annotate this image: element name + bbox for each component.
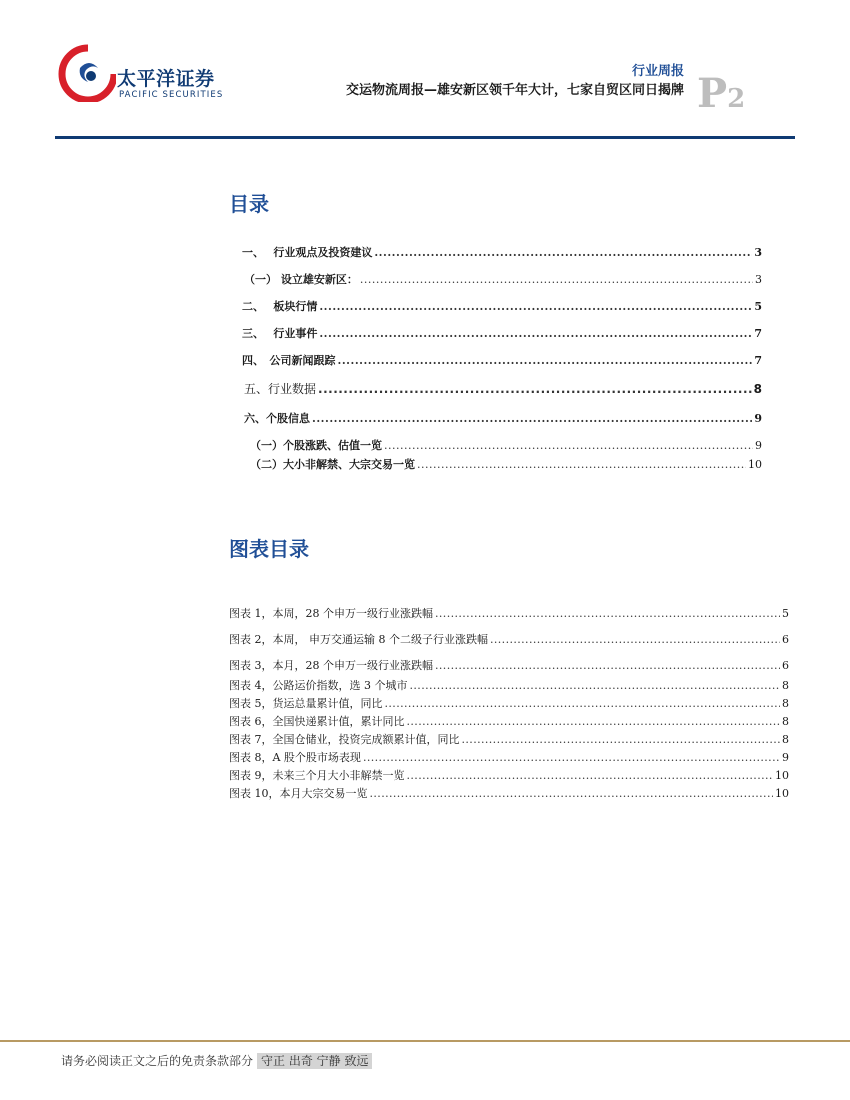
figure-item[interactable]	[229, 654, 789, 671]
leader-dots	[407, 716, 781, 727]
report-type: 行业周报	[631, 64, 684, 79]
leader-dots	[318, 383, 752, 395]
toc-item-page: 3	[754, 246, 762, 259]
brand-name-en: PACIFIC SECURITIES	[119, 90, 224, 100]
toc-item-page: 9	[754, 412, 762, 425]
company-motto: 守正 出奇 宁静 致远	[257, 1053, 372, 1069]
figure-item[interactable]	[229, 746, 789, 763]
figure-item-label: 图表 8，A 股个股市场表现	[229, 751, 361, 764]
leader-dots	[360, 274, 753, 285]
page-number	[697, 70, 745, 117]
leader-dots	[435, 608, 780, 619]
toc-item[interactable]	[230, 452, 762, 470]
toc-item-label: （一） 设立雄安新区：	[244, 273, 358, 286]
figure-item[interactable]	[229, 728, 789, 745]
figure-item-label: 图表 7，全国仓储业，投资完成额累计值，同比	[229, 733, 460, 746]
toc-item-label: 六、个股信息	[244, 412, 310, 425]
figure-item[interactable]	[229, 782, 789, 799]
figures-title: 图表目录	[229, 537, 309, 561]
toc-item-page: 10	[748, 458, 762, 471]
figure-item[interactable]	[229, 692, 789, 709]
toc-item[interactable]	[230, 433, 762, 451]
figure-item-page: 10	[775, 769, 789, 782]
footer-divider	[0, 1040, 850, 1042]
leader-dots	[435, 660, 780, 671]
figure-item[interactable]	[229, 602, 789, 619]
figure-item-page: 5	[782, 607, 789, 620]
figure-item-page: 9	[782, 751, 789, 764]
toc-item[interactable]	[230, 240, 762, 258]
figure-item-page: 6	[782, 659, 789, 672]
figure-item-label: 图表 10，本月大宗交易一览	[229, 787, 368, 800]
figure-item-label: 图表 6，全国快递累计值，累计同比	[229, 715, 405, 728]
leader-dots	[462, 734, 781, 745]
leader-dots	[370, 788, 774, 799]
toc-item[interactable]	[230, 294, 762, 312]
toc-item[interactable]	[230, 377, 762, 395]
toc-item-label: 二、 板块行情	[242, 300, 318, 313]
figure-item-label: 图表 2，本周， 申万交通运输 8 个二级子行业涨跌幅	[229, 633, 488, 646]
footer	[61, 1052, 372, 1069]
report-title: 交运物流周报—雄安新区领千年大计，七家自贸区同日揭牌	[345, 83, 684, 98]
leader-dots	[312, 413, 752, 424]
leader-dots	[384, 440, 753, 451]
disclaimer-text: 请务必阅读正文之后的免责条款部分	[61, 1054, 254, 1068]
pacific-securities-logo-icon	[58, 44, 116, 102]
leader-dots	[319, 301, 752, 312]
toc-item-page: 7	[754, 354, 762, 367]
figure-item[interactable]	[229, 710, 789, 727]
toc-item[interactable]	[230, 321, 762, 339]
toc-item-label: 三、 行业事件	[242, 327, 318, 340]
figure-item-label: 图表 3，本月，28 个申万一级行业涨跌幅	[229, 659, 433, 672]
toc-item-page: 5	[754, 300, 762, 313]
leader-dots	[319, 328, 752, 339]
leader-dots	[410, 680, 781, 691]
toc-item-label: 四、 公司新闻跟踪	[242, 354, 336, 367]
toc-item-page: 7	[754, 327, 762, 340]
company-logo	[58, 44, 258, 108]
figure-item-label: 图表 5，货运总量累计值，同比	[229, 697, 383, 710]
figure-item-page: 8	[782, 697, 789, 710]
toc-item-label: 五、行业数据	[244, 382, 317, 396]
figure-item-page: 8	[782, 679, 789, 692]
leader-dots	[363, 752, 780, 763]
toc-item[interactable]	[230, 348, 762, 366]
figure-item-page: 10	[775, 787, 789, 800]
page-digit: 2	[727, 84, 746, 114]
toc-item-page: 9	[755, 439, 762, 452]
leader-dots	[338, 355, 753, 366]
leader-dots	[374, 247, 752, 258]
figure-item-page: 8	[782, 733, 789, 746]
leader-dots	[385, 698, 781, 709]
toc-item[interactable]	[230, 406, 762, 424]
figure-item-label: 图表 1，本周，28 个申万一级行业涨跌幅	[229, 607, 433, 620]
leader-dots	[490, 634, 780, 645]
brand-name-cn: 太平洋证券	[117, 68, 215, 90]
figure-item-label: 图表 9，未来三个月大小非解禁一览	[229, 769, 405, 782]
figure-item-page: 6	[782, 633, 789, 646]
figure-item[interactable]	[229, 674, 789, 691]
toc-item-page: 8	[753, 382, 762, 396]
figure-item-label: 图表 4，公路运价指数，选 3 个城市	[229, 679, 408, 692]
figure-item-page: 8	[782, 715, 789, 728]
page-prefix: P	[697, 70, 728, 117]
toc-item-page: 3	[755, 273, 762, 286]
figure-item[interactable]	[229, 628, 789, 645]
leader-dots	[407, 770, 774, 781]
toc-item-label: 一、 行业观点及投资建议	[242, 246, 373, 259]
toc-item-label: （一）个股涨跌、估值一览	[250, 439, 382, 452]
header-divider	[55, 136, 795, 139]
toc-title: 目录	[229, 192, 269, 216]
figure-item[interactable]	[229, 764, 789, 781]
toc-item[interactable]	[230, 267, 762, 285]
toc-item-label: （二）大小非解禁、大宗交易一览	[250, 458, 415, 471]
leader-dots	[417, 459, 746, 470]
